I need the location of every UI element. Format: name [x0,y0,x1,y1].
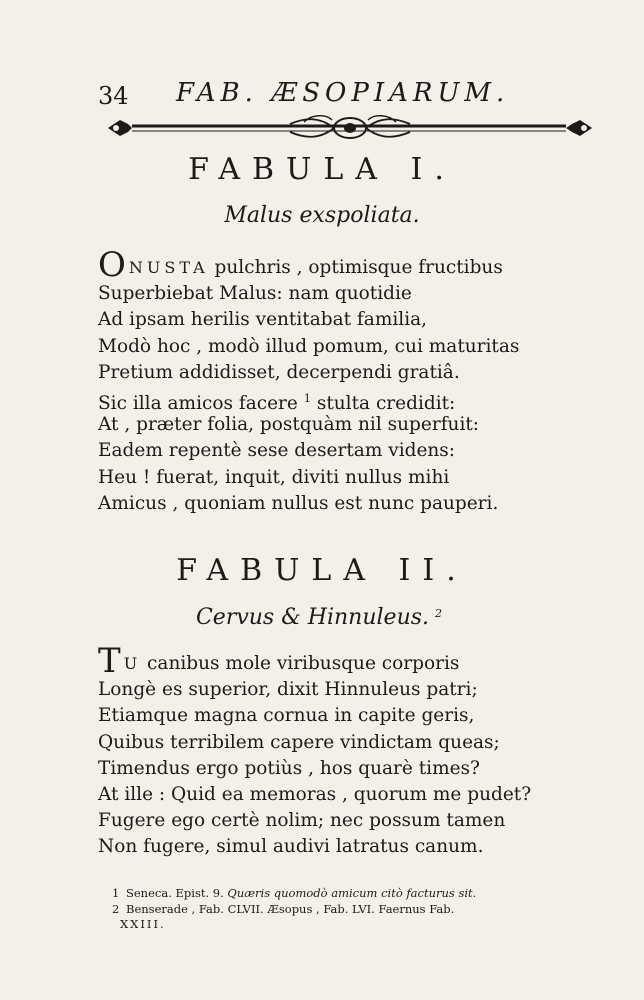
running-head [98,78,538,112]
verse-line: Timendus ergo potiùs , hos quarè times? [98,757,480,779]
verse-line: Eadem repentè sese desertam videns: [98,440,456,462]
verse-line: Sic illa amicos facere $^1$ stulta credidit: [98,391,456,414]
running-title: FAB. ÆSOPIARUM. [176,78,510,108]
verse-line: Amicus , quoniam nullus est nunc pauperi. [98,492,499,514]
fable-1-verse [98,245,568,517]
verse-line: ONUSTA pulchris , optimisque fructibus [98,245,503,285]
ornamental-rule [104,110,596,144]
verse-line: Quibus terribilem capere vindictam queas; [98,731,500,753]
footnote: 2 Benserade , Fab. CLVII. Æsopus , Fab. LVI. Faernus Fab. [112,902,455,916]
footnote-marker: 1 [303,391,311,405]
verse-line: Heu ! fuerat, inquit, diviti nullus mihi [98,466,450,488]
fable-2-title: FABULA II. [176,553,468,588]
fable-2-subtitle: Cervus & Hinnuleus. $^2$ [195,605,443,630]
footnotes [112,885,632,931]
footnote: 1 Seneca. Epist. 9. Quæris quomodò amicum citò facturus sit. [112,886,477,900]
verse-line: At , præter folia, postquàm nil superfuit: [98,414,480,436]
fable-1-subtitle: Malus exspoliata. [224,203,420,228]
verse-line: Longè es superior, dixit Hinnuleus patri; [98,679,478,701]
verse-line: Superbiebat Malus: nam quotidie [98,283,412,305]
footnote-continuation: XXIII. [120,917,166,931]
verse-line: Etiamque magna cornua in capite geris, [98,705,475,727]
footnote-marker: 2 [435,607,443,620]
verse-line: T U canibus mole viribusque corporis [98,641,460,681]
verse-line: At ille : Quid ea memoras , quorum me pudet? [98,783,532,805]
verse-line: Non fugere, simul audivi latratus canum. [98,836,484,858]
page-number: 34 [98,82,129,110]
fable-2-verse [98,641,568,861]
drop-cap: T [98,641,121,681]
verse-line: Fugere ego certè nolim; nec possum tamen [98,810,506,832]
drop-cap: O [98,245,126,285]
verse-line: Modò hoc , modò illud pomum, cui maturitas [98,335,520,357]
verse-line: Ad ipsam herilis ventitabat familia, [98,309,428,331]
fable-1-title: FABULA I. [188,152,456,187]
verse-line: Pretium addidisset, decerpendi gratiâ. [98,361,460,383]
